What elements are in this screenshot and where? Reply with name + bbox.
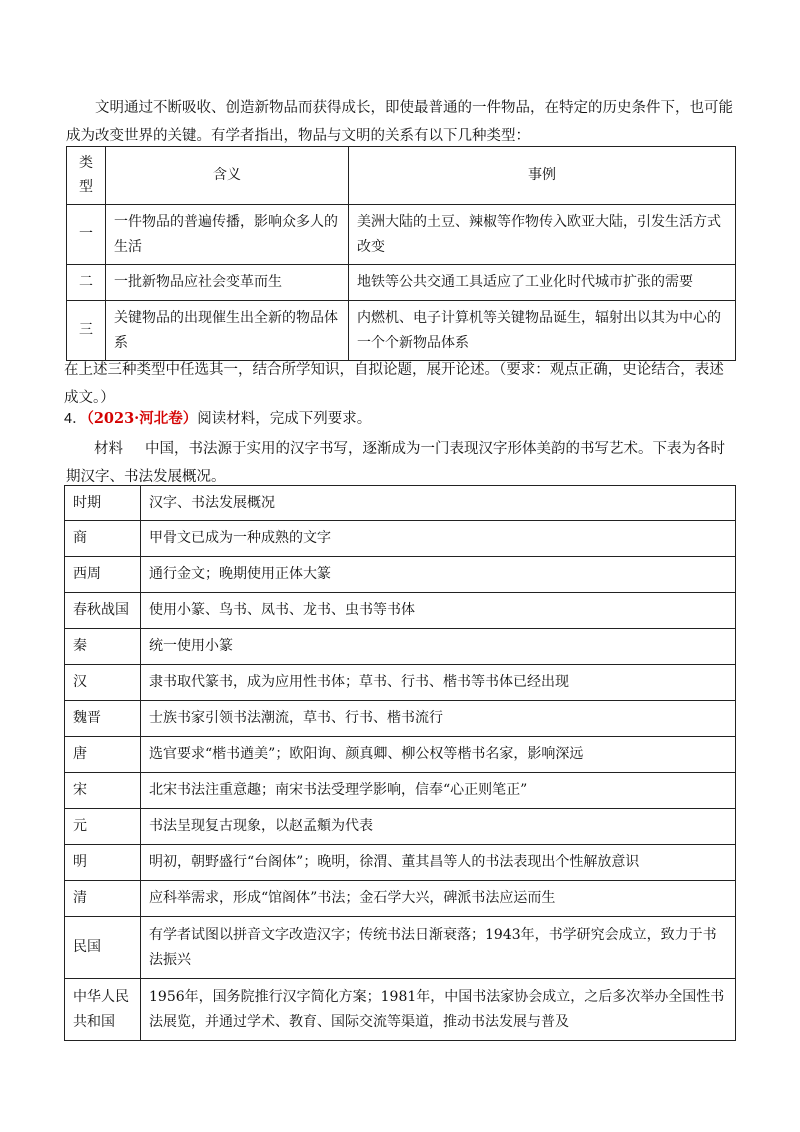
meaning-cell: 一批新物品应社会变革而生: [106, 265, 349, 301]
material-text: 中国，书法源于实用的汉字书写，逐渐成为一门表现汉字形体美韵的书写艺术。下表为各时期汉字、书法发展概况。: [66, 441, 725, 485]
task-instructions: 在上述三种类型中任选其一，结合所学知识，自拟论题，展开论述。（要求：观点正确，史论结合，表述成文。）: [64, 362, 724, 406]
type-cell: 一: [67, 205, 106, 265]
description-cell: 使用小篆、鸟书、凤书、龙书、虫书等书体: [141, 593, 736, 629]
table-header-row: [67, 147, 736, 205]
period-cell: 商: [65, 521, 141, 557]
table-row: [65, 629, 736, 665]
period-cell: 民国: [65, 917, 141, 979]
material-label: 材料: [94, 441, 123, 457]
table-row: [65, 809, 736, 845]
description-cell: 书法呈现复古现象，以赵孟頫为代表: [141, 809, 736, 845]
period-cell: 汉: [65, 665, 141, 701]
period-cell: 唐: [65, 737, 141, 773]
period-cell: 西周: [65, 557, 141, 593]
table-row: [67, 205, 736, 265]
intro-paragraph: 文明通过不断吸收、创造新物品而获得成长，即使最普通的一件物品，在特定的历史条件下，也可能成为改变世界的关键。有学者指出，物品与文明的关系有以下几种类型：: [66, 100, 733, 144]
description-cell: 甲骨文已成为一种成熟的文字: [141, 521, 736, 557]
material-paragraph: [66, 435, 734, 491]
table-row: [65, 701, 736, 737]
period-cell: 宋: [65, 773, 141, 809]
question-4-header: [64, 405, 732, 433]
period-cell: 元: [65, 809, 141, 845]
description-cell: 隶书取代篆书，成为应用性书体；草书、行书、楷书等书体已经出现: [141, 665, 736, 701]
header-type: 类型: [67, 147, 106, 205]
description-cell: 应科举需求，形成“馆阁体”书法；金石学大兴，碑派书法应运而生: [141, 881, 736, 917]
header-period: 时期: [65, 486, 141, 521]
table-row: [65, 521, 736, 557]
header-meaning: 含义: [106, 147, 349, 205]
example-cell: 地铁等公共交通工具适应了工业化时代城市扩张的需要: [349, 265, 736, 301]
period-cell: 明: [65, 845, 141, 881]
description-cell: 士族书家引领书法潮流，草书、行书、楷书流行: [141, 701, 736, 737]
description-cell: 选官要求“楷书遒美”；欧阳询、颜真卿、柳公权等楷书名家，影响深远: [141, 737, 736, 773]
period-cell: 春秋战国: [65, 593, 141, 629]
question-number: 4．: [64, 411, 87, 427]
description-cell: 通行金文；晚期使用正体大篆: [141, 557, 736, 593]
table-row: [65, 845, 736, 881]
period-cell: 清: [65, 881, 141, 917]
meaning-cell: 关键物品的出现催生出全新的物品体系: [106, 301, 349, 361]
period-cell: 魏晋: [65, 701, 141, 737]
meaning-cell: 一件物品的普遍传播，影响众多人的生活: [106, 205, 349, 265]
description-cell: 明初，朝野盛行“台阁体”；晚明，徐渭、董其昌等人的书法表现出个性解放意识: [141, 845, 736, 881]
question-source: （2023·河北卷）: [86, 410, 198, 427]
object-civilization-table: [66, 146, 736, 361]
table-row: [65, 881, 736, 917]
calligraphy-history-table: [64, 485, 736, 1041]
table-row: [65, 557, 736, 593]
table-row: [65, 593, 736, 629]
table-row: [65, 917, 736, 979]
period-cell: 秦: [65, 629, 141, 665]
table-header-row: [65, 486, 736, 521]
period-cell: 中华人民共和国: [65, 979, 141, 1041]
table-row: [65, 773, 736, 809]
header-description: 汉字、书法发展概况: [141, 486, 736, 521]
type-cell: 二: [67, 265, 106, 301]
description-cell: 有学者试图以拼音文字改造汉字；传统书法日渐衰落；1943年，书学研究会成立，致力于书法振兴: [141, 917, 736, 979]
table-row: [67, 301, 736, 361]
example-cell: 美洲大陆的土豆、辣椒等作物传入欧亚大陆，引发生活方式改变: [349, 205, 736, 265]
table-row: [67, 265, 736, 301]
question-instruction: 阅读材料，完成下列要求。: [197, 411, 372, 427]
table-row: [65, 979, 736, 1041]
description-cell: 统一使用小篆: [141, 629, 736, 665]
table-row: [65, 665, 736, 701]
description-cell: 1956年，国务院推行汉字简化方案；1981年，中国书法家协会成立，之后多次举办全国性书法展览，并通过学术、教育、国际交流等渠道，推动书法发展与普及: [141, 979, 736, 1041]
type-cell: 三: [67, 301, 106, 361]
description-cell: 北宋书法注重意趣；南宋书法受理学影响，信奉“心正则笔正”: [141, 773, 736, 809]
header-example: 事例: [349, 147, 736, 205]
table-row: [65, 737, 736, 773]
example-cell: 内燃机、电子计算机等关键物品诞生，辐射出以其为中心的一个个新物品体系: [349, 301, 736, 361]
